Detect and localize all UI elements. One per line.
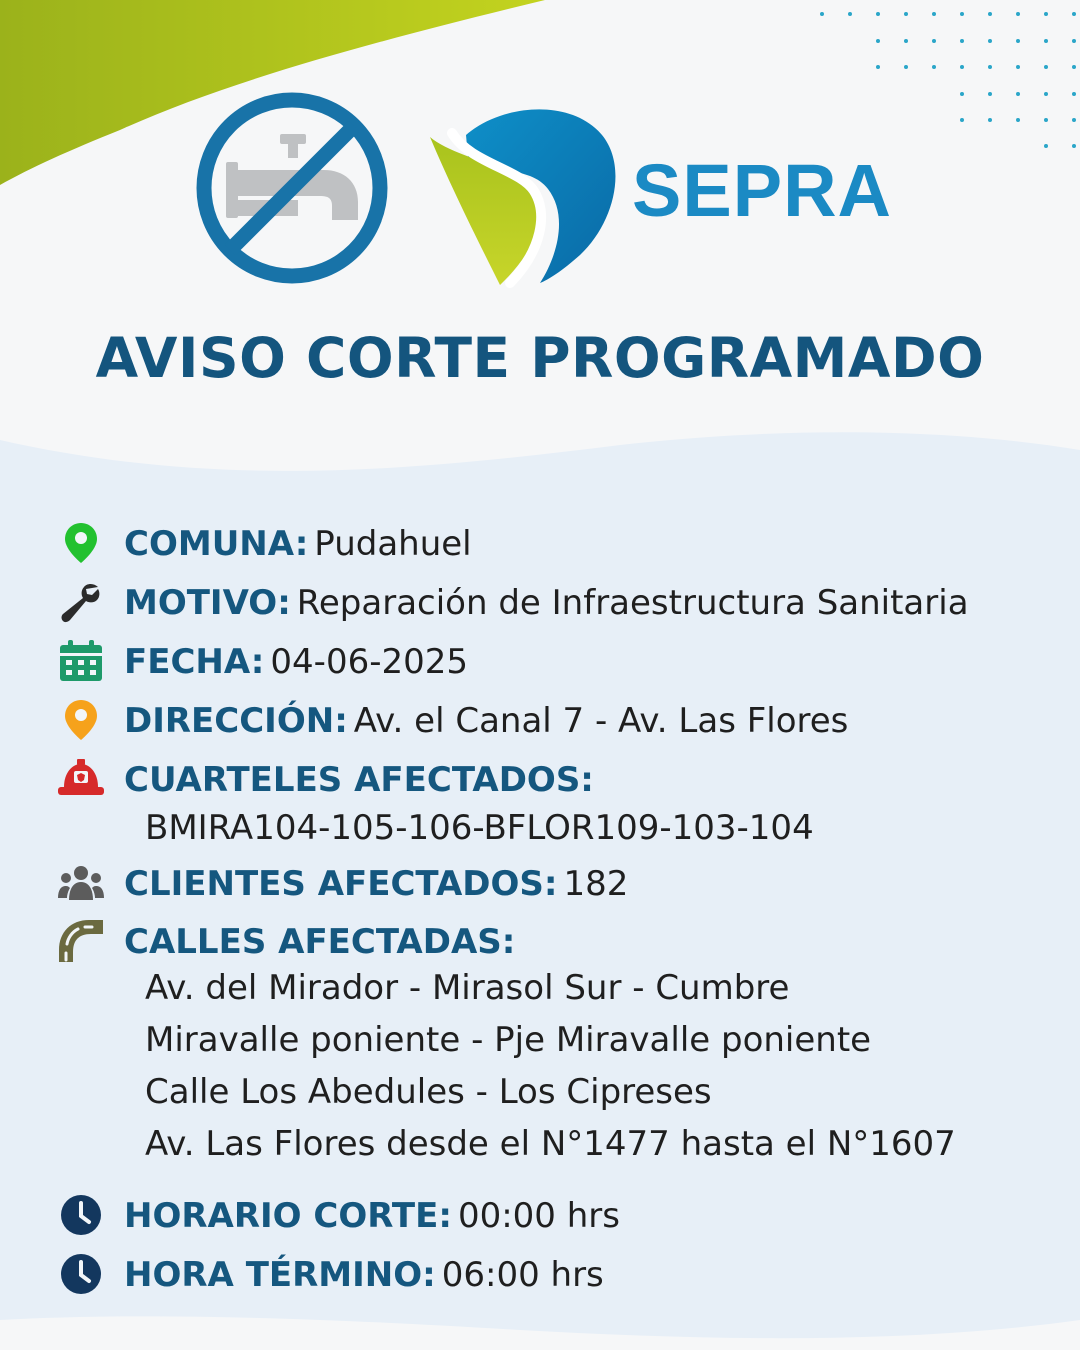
horario-label: HORARIO CORTE: xyxy=(124,1196,452,1236)
map-pin-green-icon xyxy=(58,520,104,566)
dot-pattern xyxy=(820,0,1080,160)
firefighter-helmet-icon xyxy=(58,756,104,802)
cuarteles-label: CUARTELES AFECTADOS: xyxy=(124,760,594,800)
termino-value: 06:00 hrs xyxy=(441,1255,604,1295)
no-water-icon xyxy=(194,90,390,286)
fecha-value: 04-06-2025 xyxy=(270,642,468,682)
motivo-label: MOTIVO: xyxy=(124,583,291,623)
clock-icon xyxy=(58,1251,104,1297)
brand-name: SEPRA xyxy=(632,149,892,232)
calles-line-3: Calle Los Abedules - Los Cipreses xyxy=(145,1072,712,1112)
horario-value: 00:00 hrs xyxy=(457,1196,620,1236)
calles-line-4: Av. Las Flores desde el N°1477 hasta el N°1607 xyxy=(145,1124,956,1164)
calendar-icon xyxy=(58,638,104,684)
motivo-value: Reparación de Infraestructura Sanitaria xyxy=(296,583,969,623)
comuna-label: COMUNA: xyxy=(124,524,309,564)
direccion-label: DIRECCIÓN: xyxy=(124,701,348,741)
road-icon xyxy=(58,918,104,964)
users-icon xyxy=(58,860,104,906)
clientes-label: CLIENTES AFECTADOS: xyxy=(124,864,558,904)
wrench-icon xyxy=(58,579,104,625)
cuarteles-value: BMIRA104-105-106-BFLOR109-103-104 xyxy=(145,808,814,848)
page-title: AVISO CORTE PROGRAMADO xyxy=(95,326,985,390)
comuna-value: Pudahuel xyxy=(314,524,472,564)
calles-label: CALLES AFECTADAS: xyxy=(124,922,516,962)
map-pin-orange-icon xyxy=(58,697,104,743)
direccion-value: Av. el Canal 7 - Av. Las Flores xyxy=(353,701,849,741)
fecha-label: FECHA: xyxy=(124,642,265,682)
calles-line-1: Av. del Mirador - Mirasol Sur - Cumbre xyxy=(145,968,790,1008)
calles-line-2: Miravalle poniente - Pje Miravalle poniente xyxy=(145,1020,872,1060)
termino-label: HORA TÉRMINO: xyxy=(124,1255,436,1295)
sepra-logo-icon xyxy=(430,105,620,290)
clock-icon xyxy=(58,1192,104,1238)
clientes-value: 182 xyxy=(563,864,629,904)
